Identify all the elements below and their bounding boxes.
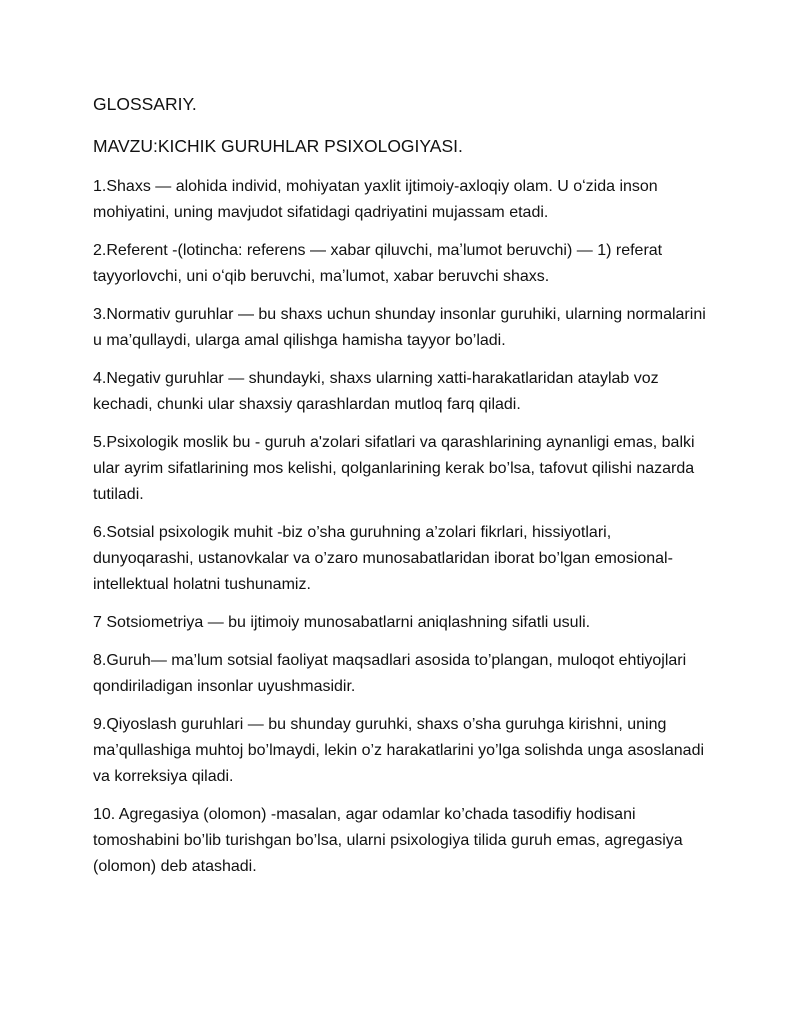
glossary-entry-5: 5.Psixologik moslik bu - guruh a'zolari sifatlari va qarashlarining aynanligi emas, balki ular ayrim sifatlarining mos kelishi, qolganlarining kerak bo’lsa, tafovut qilishi nazarda tutiladi. (93, 434, 695, 503)
glossary-entry-7: 7 Sotsiometriya — bu ijtimoiy munosabatlarni aniqlashning sifatli usuli. (93, 614, 591, 631)
glossary-entry-10: 10. Agregasiya (olomon) -masalan, agar odamlar ko’chada tasodifiy hodisani tomoshabini bo’lib turishgan bo’lsa, ularni psixologiya tilida guruh emas, agregasiya (olomon) deb atashadi. (93, 806, 683, 875)
glossary-entry-2: 2.Referent -(lotincha: referens — xabar qiluvchi, maʼlumot beruvchi) — 1) referat tayyorlovchi, uni oʻqib beruvchi, maʼlumot, xabar beruvchi shaxs. (93, 242, 663, 285)
glossary-entry-8: 8.Guruh— ma’lum sotsial faoliyat maqsadlari asosida to’plangan, muloqot ehtiyojlari qondiriladigan insonlar uyushmasidir. (93, 652, 687, 695)
document-page (93, 92, 713, 892)
document-title: GLOSSARIY. (93, 94, 197, 114)
topic-heading: MAVZU:KICHIK GURUHLAR PSIXOLOGIYASI. (93, 136, 463, 156)
glossary-entry-1: 1.Shaxs — alohida individ, mohiyatan yaxlit ijtimoiy-axloqiy olam. U oʻzida inson mohiyatini, uning mavjudot sifatidagi qadriyatini mujassam etadi. (93, 178, 658, 221)
glossary-entry-9: 9.Qiyoslash guruhlari — bu shunday guruhki, shaxs o’sha guruhga kirishni, uning ma’qullashiga muhtoj bo’lmaydi, lekin o’z harakatlarini yo’lga solishda unga asoslanadi va korreksiya qiladi. (93, 716, 705, 785)
glossary-entry-3: 3.Normativ guruhlar — bu shaxs uchun shunday insonlar guruhiki, ularning normalarini u ma’qullaydi, ularga amal qilishga hamisha tayyor bo’ladi. (93, 306, 706, 349)
glossary-entry-6: 6.Sotsial psixologik muhit -biz o’sha guruhning a’zolari fikrlari, hissiyotlari, dunyoqarashi, ustanovkalar va o’zaro munosabatlaridan iborat bo’lgan emosional-intellektual holatni tushunamiz. (93, 524, 673, 593)
glossary-entry-4: 4.Negativ guruhlar — shundayki, shaxs ularning xatti-harakatlaridan ataylab voz kechadi, chunki ular shaxsiy qarashlardan mutloq farq qiladi. (93, 370, 659, 413)
